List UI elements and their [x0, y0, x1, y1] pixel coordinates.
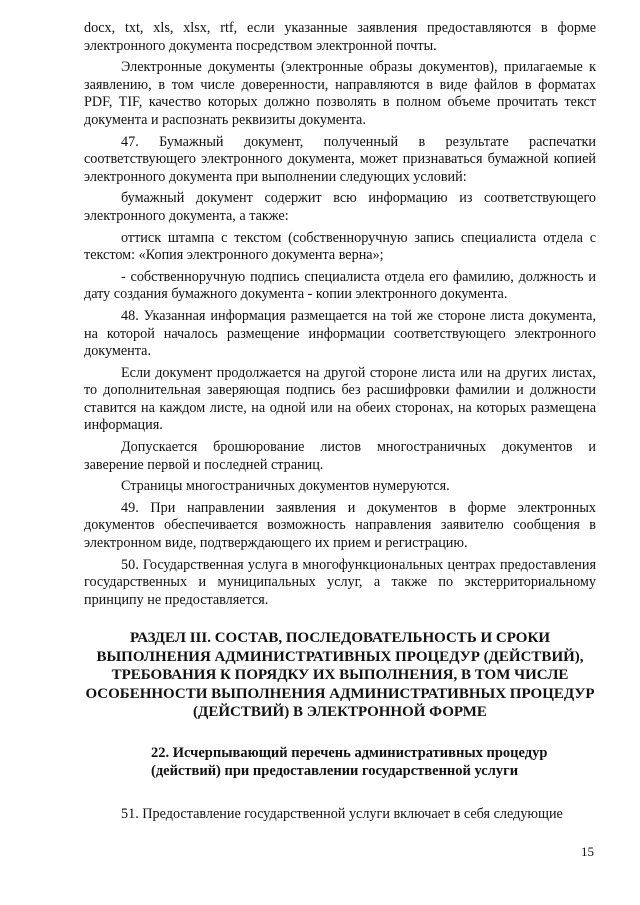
paragraph: 49. При направлении заявления и документов в форме электронных документов обеспечивается возможность направления заявителю сообщения в электронном виде, подтверждающего их прием и регистрацию. — [84, 499, 596, 552]
paragraph: Если документ продолжается на другой стороне листа или на других листах, то дополнительная заверяющая подпись без расшифровки фамилии и должности ставится на каждом листе, на одной или на обеих сторонах, на которых размещена информация. — [84, 364, 596, 434]
paragraph: docx, txt, xls, xlsx, rtf, если указанные заявления предоставляются в форме электронного документа посредством электронной почты. — [84, 20, 596, 54]
paragraph: 51. Предоставление государственной услуги включает в себя следующие — [121, 805, 563, 822]
paragraph: 48. Указанная информация размещается на той же стороне листа документа, на которой началось размещение информации соответствующего электронного документа. — [84, 307, 596, 360]
document-page — [84, 20, 596, 828]
paragraph: 50. Государственная услуга в многофункциональных центрах предоставления государственных и муниципальных услуг, а также по экстерриториальному принципу не предоставляется. — [84, 556, 596, 608]
subsection-heading: 22. Исчерпывающий перечень административных процедур (действий) при предоставлении государственной услуги — [151, 744, 548, 779]
page-number: 15 — [581, 844, 594, 859]
paragraph: Допускается брошюрование листов многостраничных документов и заверение первой и последней страниц. — [84, 439, 596, 473]
paragraph: Электронные документы (электронные образы документов), прилагаемые к заявлению, в том числе доверенности, направляются в виде файлов в форматах PDF, TIF, качество которых должно позволять в полном объеме прочитать текст документа и распознать реквизиты документа. — [84, 59, 596, 128]
paragraph: Страницы многостраничных документов нумеруются. — [121, 478, 450, 495]
paragraph: - собственноручную подпись специалиста отдела его фамилию, должность и дату создания бумажного документа - копии электронного документа. — [84, 268, 596, 303]
paragraph: оттиск штампа с текстом (собственноручную запись специалиста отдела с текстом: «Копия электронного документа верна»; — [84, 229, 596, 264]
section-heading: РАЗДЕЛ III. СОСТАВ, ПОСЛЕДОВАТЕЛЬНОСТЬ И СРОКИ ВЫПОЛНЕНИЯ АДМИНИСТРАТИВНЫХ ПРОЦЕДУР (ДЕЙСТВИЙ), ТРЕБОВАНИЯ К ПОРЯДКУ ИХ ВЫПОЛНЕНИЯ, В ТОМ ЧИСЛЕ ОСОБЕННОСТИ ВЫПОЛНЕНИЯ АДМИНИСТРАТИВНЫХ ПРОЦЕДУР (ДЕЙСТВИЙ) В ЭЛЕКТРОННОЙ ФОРМЕ — [85, 630, 595, 721]
paragraph: бумажный документ содержит всю информацию из соответствующего электронного документа, а также: — [84, 190, 596, 224]
paragraph: 47. Бумажный документ, полученный в результате распечатки соответствующего электронного документа, может признаваться бумажной копией электронного документа при выполнении следующих условий: — [84, 133, 596, 185]
